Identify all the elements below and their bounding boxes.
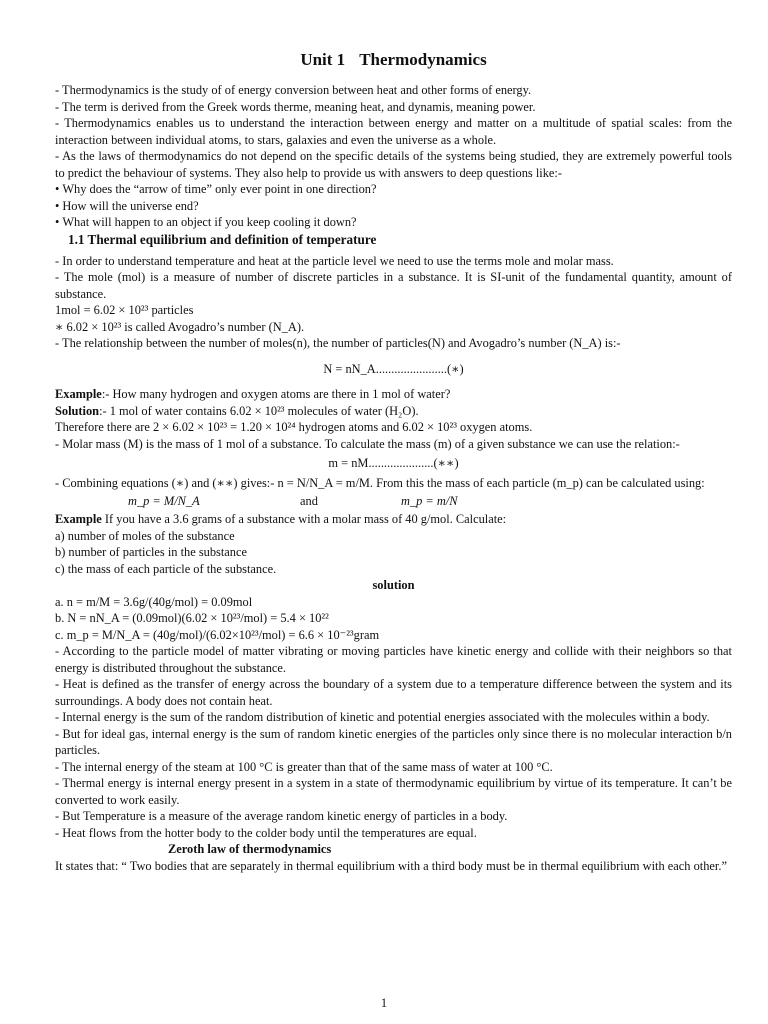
concept-heat: - Heat is defined as the transfer of energy across the boundary of a system due to a temperature difference between the system and its surroundings. A body does not contain heat.: [55, 677, 732, 708]
equation-double-star: m = nM.....................(∗∗): [328, 456, 459, 470]
concept-heat-flow: - Heat flows from the hotter body to the colder body until the temperatures are equal.: [55, 825, 477, 840]
solution-1-label: Solution: [55, 403, 100, 418]
example-2: [55, 511, 732, 528]
concept-ideal-gas: - But for ideal gas, internal energy is the sum of random kinetic energies of the particles only since there is no molecular interaction b/n particles.: [55, 726, 732, 757]
concept-particle-model: - According to the particle model of matter vibrating or moving particles have kinetic energy and collide with their neighbors so that energy is distributed throughout the substance.: [55, 644, 732, 675]
mol-equation: 1mol = 6.02 × 10²³ particles: [55, 303, 194, 317]
atoms-result: Therefore there are 2 × 6.02 × 10²³ = 1.20 × 10²⁴ hydrogen atoms and 6.02 × 10²³ oxygen atoms.: [55, 420, 533, 434]
intro-line-1: - Thermodynamics is the study of of energy conversion between heat and other forms of energy.: [55, 83, 532, 97]
example-1-label: Example: [55, 387, 102, 401]
example-1-text: :- How many hydrogen and oxygen atoms are there in 1 mol of water?: [101, 387, 451, 401]
equation-star: N = nN_A.......................(∗): [323, 361, 464, 376]
task-c: c) the mass of each particle of the substance.: [55, 561, 277, 576]
page-number: 1: [380, 996, 388, 1010]
title-unit: Unit 1: [300, 50, 346, 69]
intro-line-4: - As the laws of thermodynamics do not depend on the specific details of the systems being studied, they are extremely powerful tools to predict the behaviour of systems. They also help to provide us with answers to deep questions like:-: [55, 149, 732, 180]
intro-line-3: - Thermodynamics enables us to understand the interaction between energy and matter on a multitude of spatial scales: from the interaction between individual atoms, to stars, galaxies and even the universe as a whole.: [55, 116, 732, 147]
zeroth-law-text: It states that: “ Two bodies that are separately in thermal equilibrium with a third body must be in thermal equilibrium with each other.”: [55, 858, 727, 873]
intro-line-2: - The term is derived from the Greek words therme, meaning heat, and dynamis, meaning power.: [55, 99, 536, 114]
page-title: [55, 50, 732, 70]
concept-internal-energy: - Internal energy is the sum of the random distribution of kinetic and potential energies associated with the molecules within a body.: [55, 710, 710, 724]
mp-formula-molar: m_p = M/N_A: [128, 494, 200, 508]
page-content: [55, 50, 732, 874]
section-heading: 1.1 Thermal equilibrium and definition of temperature: [68, 231, 377, 247]
solution-b: b. N = nN_A = (0.09mol)(6.02 × 10²³/mol) = 5.4 × 10²²: [55, 611, 329, 625]
mole-definition: - The mole (mol) is a measure of number of discrete particles in a substance. It is SI-unit of the fundamental quantity, amount of substance.: [55, 270, 732, 301]
particle-mass-formulas: [55, 491, 732, 511]
question-bullet-2: • How will the universe end?: [55, 198, 732, 215]
relationship-text: - The relationship between the number of moles(n), the number of particles(N) and Avogadro’s number (N_A) is:-: [55, 336, 621, 350]
combining-text: - Combining equations (∗) and (∗∗) gives:- n = N/N_A = m/M. From this the mass of each particle (m_p) can be calculated using:: [55, 475, 705, 490]
molar-mass-text: - Molar mass (M) is the mass of 1 mol of a substance. To calculate the mass (m) of a given substance we can use the relation:-: [55, 436, 680, 451]
question-bullet-3: • What will happen to an object if you keep cooling it down?: [55, 214, 732, 231]
title-topic: Thermodynamics: [359, 50, 487, 69]
example-1: [55, 386, 732, 403]
zeroth-law-heading: Zeroth law of thermodynamics: [168, 842, 332, 856]
solution-1: [55, 403, 732, 420]
solution-heading: solution: [372, 578, 415, 592]
concept-steam: - The internal energy of the steam at 100 °C is greater than that of the same mass of water at 100 °C.: [55, 759, 553, 774]
example-2-label: Example: [55, 512, 102, 526]
task-b: b) number of particles in the substance: [55, 545, 247, 559]
avogadro-note: ∗ 6.02 × 10²³ is called Avogadro’s number (N_A).: [55, 319, 305, 334]
concept-thermal-energy: - Thermal energy is internal energy present in a system in a state of thermodynamic equilibrium by virtue of its temperature. It can’t be converted to work easily.: [55, 776, 732, 807]
task-a: a) number of moles of the substance: [55, 528, 235, 543]
example-2-text: If you have a 3.6 grams of a substance with a molar mass of 40 g/mol. Calculate:: [101, 512, 507, 526]
solution-1-text: :- 1 mol of water contains 6.02 × 10²³ molecules of water (H₂O).: [99, 403, 419, 418]
solution-a: a. n = m/M = 3.6g/(40g/mol) = 0.09mol: [55, 594, 253, 609]
concept-temperature: - But Temperature is a measure of the average random kinetic energy of particles in a body.: [55, 809, 508, 823]
mp-and: and: [300, 494, 318, 508]
mole-intro: - In order to understand temperature and heat at the particle level we need to use the terms mole and molar mass.: [55, 253, 614, 268]
solution-c: c. m_p = M/N_A = (40g/mol)/(6.02×10²³/mol) = 6.6 × 10⁻²³gram: [55, 627, 380, 642]
mp-formula-mass: m_p = m/N: [401, 494, 458, 508]
question-bullet-1: • Why does the “arrow of time” only ever point in one direction?: [55, 181, 732, 198]
